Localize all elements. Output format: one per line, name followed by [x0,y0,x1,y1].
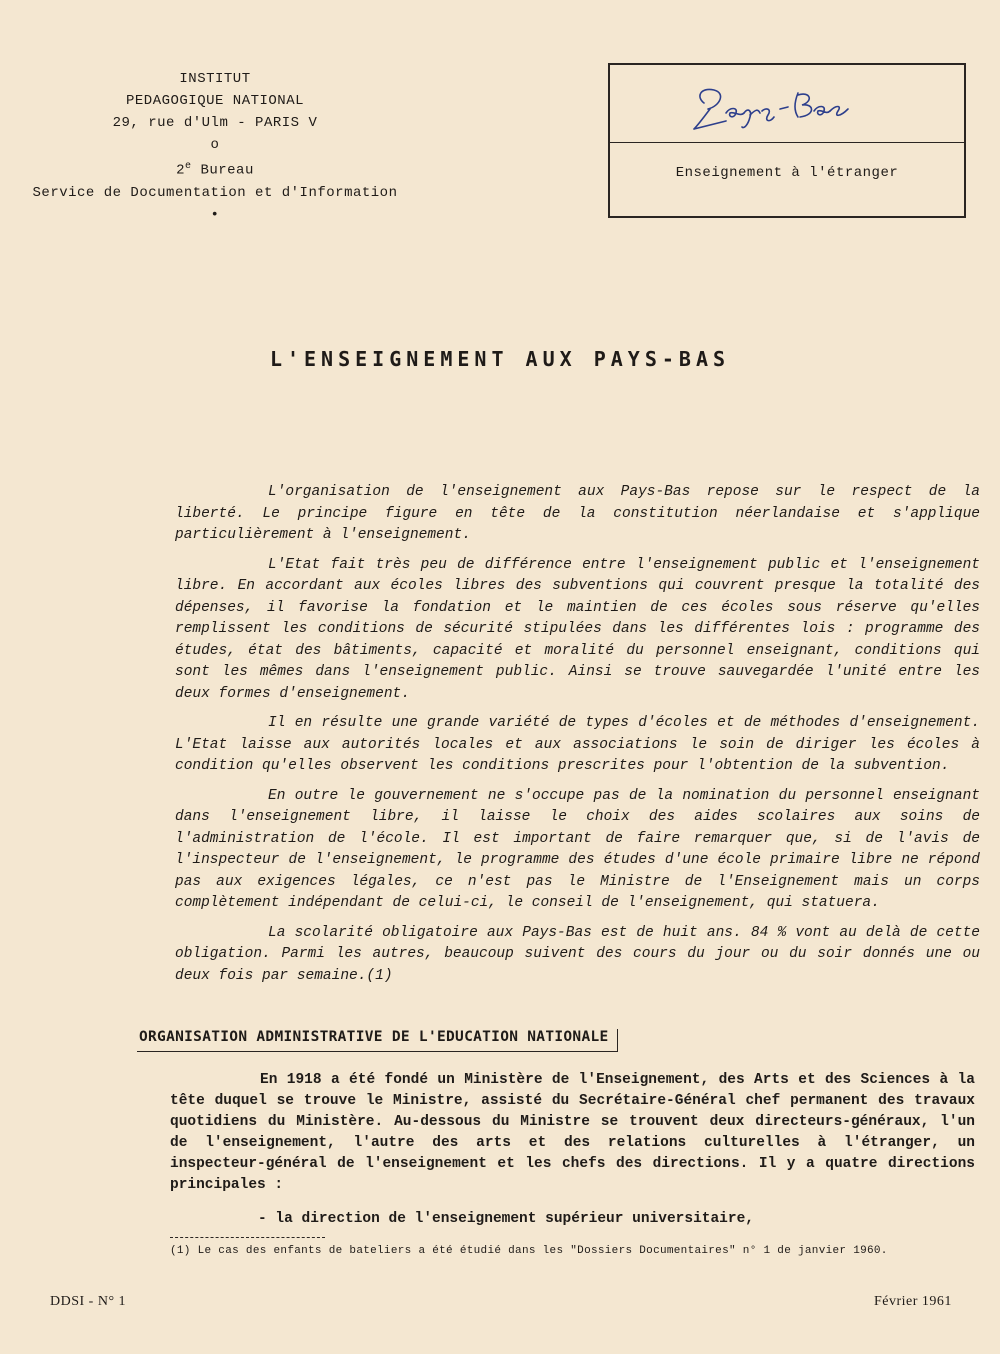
section-heading: ORGANISATION ADMINISTRATIVE DE L'EDUCATION NATIONALE [137,1029,618,1052]
document-reference: DDSI - N° 1 [50,1294,127,1309]
institute-line: PEDAGOGIQUE NATIONAL [125,93,305,109]
document-date: Février 1961 [874,1294,952,1309]
paragraph: L'organisation de l'enseignement aux Pays-Bas repose sur le respect de la liberté. Le principe figure en tête de la constitution néerlandaise et s'applique particulièrement à l'enseignement. [175,484,980,543]
institute-header [20,68,410,226]
classification-box [608,63,966,218]
handwritten-country-cell [610,65,964,143]
document-title: L'ENSEIGNEMENT AUX PAYS-BAS [269,347,731,371]
footnote: (1) Le cas des enfants de bateliers a été étudié dans les "Dossiers Documentaires" n° 1 de janvier 1960. [170,1245,888,1257]
paragraph: En 1918 a été fondé un Ministère de l'Enseignement, des Arts et des Sciences à la tête duquel se trouve le Ministre, assisté du Secrétaire-Général chef permanent des travaux quotidiens du Ministère. Au-dessous du Ministre se trouvent deux directeurs-généraux, l'un de l'enseignement, l'autre des arts et des relations culturelles à l'étranger, un inspecteur-général de l'enseignement et les chefs des directions. Il y a quatre directions principales : [170,1072,975,1193]
institute-line: INSTITUT [179,71,251,87]
bureau-line: 2e Bureau [176,161,254,179]
service-line: Service de Documentation et d'Information [32,184,398,201]
category-label: Enseignement à l'étranger [675,165,899,181]
institute-address: 29, rue d'Ulm - PARIS V [112,115,318,131]
handwritten-country-signature [690,73,890,133]
paragraph: Il en résulte une grande variété de types d'écoles et de méthodes d'enseignement. L'Etat laisse aux autorités locales et aux associations le soin de diriger les écoles à condition qu'elles observent les conditions prescrites pour l'obtention de la subvention. [175,715,980,774]
bullet-mark: • [210,206,220,223]
paragraph: L'Etat fait très peu de différence entre l'enseignement public et l'enseignement libre. En accordant aux écoles libres des subventions qui couvrent presque la totalité des dépenses, il favorise la fondation et le maintien de ces écoles sous réserve qu'elles remplissent les conditions de sécurité stipulées dans les différentes lois : programme des études, état des bâtiments, capacité et moralité du personnel enseignant, conditions qui sont les mêmes dans l'enseignement public. Ainsi se trouve sauvegardée l'unité entre les deux formes d'enseignement. [175,556,980,702]
org-text [170,1070,975,1196]
footnote-divider [170,1237,325,1238]
paragraph: En outre le gouvernement ne s'occupe pas de la nomination du personnel enseignant dans l'enseignement libre, il laisse le choix des aides scolaires aux soins de l'administration de l'école. Il est important de faire remarquer que, si de l'avis de l'inspecteur de l'enseignement, le programme des études d'une école primaire libre ne répond pas aux exigences légales, ce n'est pas le Ministre de l'Enseignement mais un corps complètement indépendant de celui-ci, le conseil de l'enseignement, qui statuera. [175,787,980,911]
list-item: - la direction de l'enseignement supérieur universitaire, [258,1211,754,1227]
intro-text [175,482,980,995]
separator-mark: o [210,137,220,153]
paragraph: La scolarité obligatoire aux Pays-Bas est de huit ans. 84 % vont au delà de cette obligation. Parmi les autres, beaucoup suivent des cours du jour ou du soir donnés une ou deux fois par semaine.(1) [175,924,980,984]
